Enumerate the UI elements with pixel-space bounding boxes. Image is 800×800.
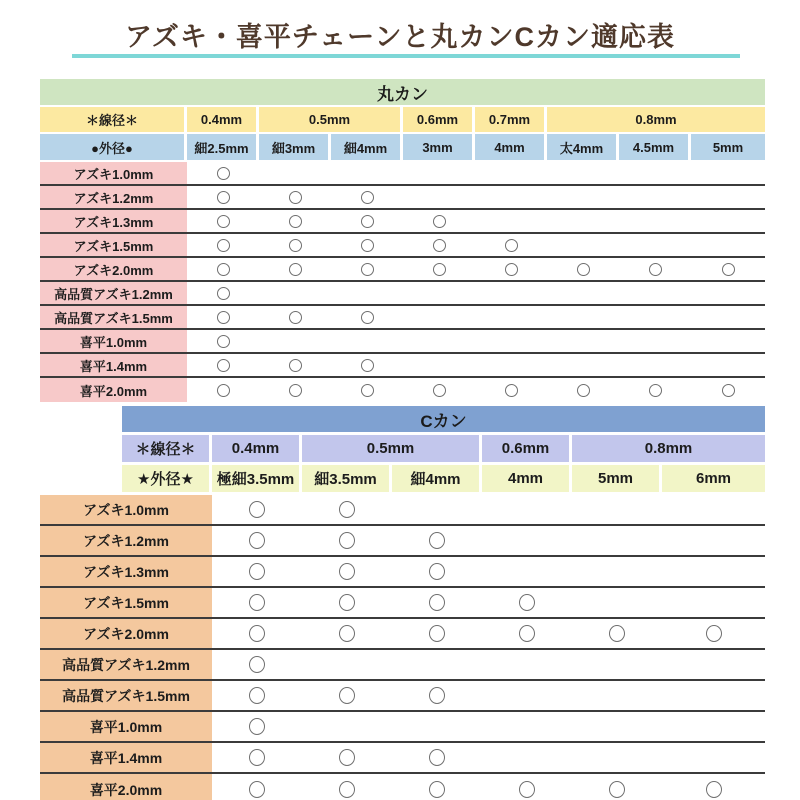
compatible-circle-mark [249, 625, 265, 642]
compatible-circle-mark [519, 781, 535, 798]
compatibility-cell [212, 619, 302, 648]
compatible-circle-mark [361, 239, 374, 252]
compatible-circle-mark [361, 384, 374, 397]
compatibility-cell [475, 162, 547, 184]
compatibility-cell [482, 588, 572, 617]
compatibility-cell [392, 495, 482, 524]
compatibility-cell [392, 743, 482, 772]
compatibility-cell [187, 354, 259, 376]
compatible-circle-mark [249, 594, 265, 611]
chain-type-label: アズキ1.5mm [40, 234, 187, 256]
compatibility-cell [475, 234, 547, 256]
compatibility-cell [302, 650, 392, 679]
compatibility-cell [691, 234, 765, 256]
chain-type-label: アズキ1.5mm [40, 588, 212, 617]
compatibility-cell [187, 234, 259, 256]
compatible-circle-mark [249, 532, 265, 549]
compatibility-cell [572, 557, 662, 586]
compatible-circle-mark [577, 384, 590, 397]
maru-kan-table-title: 丸カン [40, 79, 765, 105]
outer-diameter-value: 細3mm [259, 134, 331, 160]
compatibility-cell [572, 619, 662, 648]
compatibility-cell [403, 186, 475, 208]
compatibility-cell [212, 681, 302, 710]
compatible-circle-mark [217, 191, 230, 204]
compatible-circle-mark [249, 718, 265, 735]
compatible-circle-mark [505, 384, 518, 397]
compatible-circle-mark [217, 239, 230, 252]
compatibility-cell [482, 712, 572, 741]
compatible-circle-mark [361, 191, 374, 204]
c-kan-table [40, 406, 765, 800]
compatibility-cell [482, 774, 572, 800]
outer-diameter-value: 太4mm [547, 134, 619, 160]
table-row [40, 258, 765, 282]
outer-diameter-value: 細2.5mm [187, 134, 259, 160]
compatibility-cell [691, 162, 765, 184]
compatibility-cell [482, 681, 572, 710]
compatibility-cell [302, 743, 392, 772]
chain-type-label: 喜平1.0mm [40, 712, 212, 741]
compatibility-cell [475, 306, 547, 328]
compatible-circle-mark [339, 594, 355, 611]
table-row [40, 557, 765, 588]
compatibility-cell [691, 306, 765, 328]
chain-type-label: アズキ2.0mm [40, 258, 187, 280]
compatible-circle-mark [361, 311, 374, 324]
compatible-circle-mark [429, 781, 445, 798]
compatibility-cell [392, 650, 482, 679]
compatibility-cell [392, 681, 482, 710]
compatibility-cell [392, 557, 482, 586]
compatibility-cell [392, 588, 482, 617]
compatibility-cell [547, 162, 619, 184]
compatibility-cell [691, 378, 765, 402]
compatible-circle-mark [505, 263, 518, 276]
compatible-circle-mark [249, 749, 265, 766]
compatibility-cell [302, 619, 392, 648]
compatible-circle-mark [249, 501, 265, 518]
maru-kan-table [40, 79, 765, 402]
compatible-circle-mark [577, 263, 590, 276]
table-row [40, 378, 765, 402]
table-row [40, 619, 765, 650]
compatibility-cell [212, 712, 302, 741]
compatibility-cell [572, 588, 662, 617]
header-indent-spacer [40, 465, 122, 492]
compatibility-cell [475, 282, 547, 304]
compatibility-cell [259, 162, 331, 184]
table-row [40, 774, 765, 800]
table-row [40, 282, 765, 306]
compatibility-cell [547, 210, 619, 232]
compatible-circle-mark [429, 532, 445, 549]
compatibility-cell [475, 378, 547, 402]
compatibility-cell [547, 378, 619, 402]
outer-diameter-value: 6mm [662, 465, 765, 492]
wire-diameter-value: 0.8mm [547, 107, 765, 132]
c-kan-table-body [40, 495, 765, 800]
compatibility-cell [302, 588, 392, 617]
compatibility-cell [187, 210, 259, 232]
compatible-circle-mark [429, 687, 445, 704]
compatibility-cell [331, 210, 403, 232]
wire-diameter-value: 0.5mm [259, 107, 403, 132]
compatibility-cell [619, 282, 691, 304]
compatibility-cell [482, 495, 572, 524]
page-title: アズキ・喜平チェーンと丸カンCカン適応表 [124, 22, 676, 52]
chain-type-label: アズキ1.2mm [40, 186, 187, 208]
chain-type-label: 喜平2.0mm [40, 378, 187, 402]
compatible-circle-mark [429, 594, 445, 611]
compatibility-cell [259, 378, 331, 402]
compatibility-cell [619, 330, 691, 352]
compatibility-cell [259, 234, 331, 256]
compatibility-cell [619, 378, 691, 402]
compatibility-cell [212, 588, 302, 617]
compatibility-cell [331, 306, 403, 328]
wire-diameter-label: ＊線径＊ [122, 435, 212, 462]
chain-type-label: 喜平2.0mm [40, 774, 212, 800]
table-row [40, 650, 765, 681]
compatible-circle-mark [289, 311, 302, 324]
compatibility-cell [619, 210, 691, 232]
title-underline [72, 54, 740, 58]
compatibility-cell [475, 354, 547, 376]
maru-kan-wire-diameter-row [40, 107, 765, 132]
compatibility-cell [187, 378, 259, 402]
wire-diameter-value: 0.6mm [403, 107, 475, 132]
maru-kan-table-body [40, 162, 765, 402]
outer-diameter-value: 細4mm [331, 134, 403, 160]
compatibility-cell [212, 526, 302, 555]
compatibility-cell [475, 330, 547, 352]
compatible-circle-mark [339, 563, 355, 580]
table-row [40, 210, 765, 234]
outer-diameter-value: 5mm [691, 134, 765, 160]
compatibility-cell [403, 258, 475, 280]
outer-diameter-label: ★外径★ [122, 465, 212, 492]
compatible-circle-mark [289, 263, 302, 276]
outer-diameter-value: 極細3.5mm [212, 465, 302, 492]
table-row [40, 306, 765, 330]
compatibility-cell [572, 681, 662, 710]
compatibility-cell [212, 774, 302, 800]
chain-type-label: アズキ1.2mm [40, 526, 212, 555]
compatible-circle-mark [249, 656, 265, 673]
compatibility-cell [572, 650, 662, 679]
wire-diameter-value: 0.4mm [187, 107, 259, 132]
chain-type-label: 高品質アズキ1.5mm [40, 681, 212, 710]
compatibility-cell [662, 712, 765, 741]
compatibility-cell [572, 495, 662, 524]
compatible-circle-mark [217, 215, 230, 228]
chain-type-label: アズキ1.3mm [40, 210, 187, 232]
compatibility-cell [662, 650, 765, 679]
compatibility-cell [691, 186, 765, 208]
compatibility-cell [482, 743, 572, 772]
compatibility-cell [187, 162, 259, 184]
wire-diameter-value: 0.5mm [302, 435, 482, 462]
outer-diameter-value: 細4mm [392, 465, 482, 492]
table-row [40, 162, 765, 186]
compatibility-cell [691, 330, 765, 352]
compatibility-cell [691, 282, 765, 304]
compatible-circle-mark [649, 263, 662, 276]
compatible-circle-mark [217, 359, 230, 372]
table-row [40, 330, 765, 354]
compatibility-cell [392, 774, 482, 800]
outer-diameter-value: 4mm [475, 134, 547, 160]
header-indent-spacer [40, 435, 122, 462]
compatible-circle-mark [289, 239, 302, 252]
table-row [40, 186, 765, 210]
compatible-circle-mark [339, 532, 355, 549]
compatible-circle-mark [289, 384, 302, 397]
chain-type-label: 高品質アズキ1.2mm [40, 282, 187, 304]
compatibility-cell [259, 282, 331, 304]
compatibility-cell [403, 210, 475, 232]
compatible-circle-mark [339, 501, 355, 518]
compatibility-cell [547, 258, 619, 280]
compatibility-cell [547, 354, 619, 376]
compatible-circle-mark [519, 625, 535, 642]
outer-diameter-value: 3mm [403, 134, 475, 160]
compatible-circle-mark [361, 359, 374, 372]
compatibility-cell [187, 186, 259, 208]
compatibility-cell [212, 743, 302, 772]
compatibility-cell [259, 186, 331, 208]
chain-type-label: 喜平1.4mm [40, 743, 212, 772]
compatible-circle-mark [722, 263, 735, 276]
wire-diameter-value: 0.7mm [475, 107, 547, 132]
compatibility-cell [403, 282, 475, 304]
compatibility-cell [212, 650, 302, 679]
compatibility-cell [619, 162, 691, 184]
compatibility-cell [187, 282, 259, 304]
compatible-circle-mark [433, 384, 446, 397]
compatibility-cell [392, 712, 482, 741]
compatibility-cell [662, 743, 765, 772]
wire-diameter-label: ＊線径＊ [40, 107, 187, 132]
compatibility-cell [403, 234, 475, 256]
compatibility-cell [259, 210, 331, 232]
outer-diameter-value: 細3.5mm [302, 465, 392, 492]
compatibility-cell [662, 774, 765, 800]
compatibility-cell [572, 526, 662, 555]
compatible-circle-mark [289, 215, 302, 228]
compatibility-cell [475, 186, 547, 208]
compatibility-cell [331, 354, 403, 376]
compatibility-cell [302, 712, 392, 741]
compatibility-cell [331, 186, 403, 208]
table-row [40, 354, 765, 378]
compatible-circle-mark [649, 384, 662, 397]
compatible-circle-mark [519, 594, 535, 611]
compatibility-cell [331, 234, 403, 256]
compatibility-cell [403, 330, 475, 352]
compatibility-cell [547, 282, 619, 304]
compatibility-cell [302, 774, 392, 800]
compatibility-cell [482, 526, 572, 555]
compatible-circle-mark [217, 287, 230, 300]
table-row [40, 526, 765, 557]
compatible-circle-mark [722, 384, 735, 397]
compatible-circle-mark [429, 563, 445, 580]
compatibility-cell [331, 162, 403, 184]
compatibility-cell [547, 186, 619, 208]
table-row [40, 234, 765, 258]
compatible-circle-mark [217, 335, 230, 348]
compatibility-cell [482, 557, 572, 586]
compatibility-cell [619, 306, 691, 328]
compatibility-cell [475, 258, 547, 280]
outer-diameter-value: 5mm [572, 465, 662, 492]
c-kan-wire-diameter-row [40, 435, 765, 462]
wire-diameter-value: 0.4mm [212, 435, 302, 462]
compatible-circle-mark [249, 563, 265, 580]
compatible-circle-mark [433, 239, 446, 252]
chain-type-label: アズキ1.0mm [40, 162, 187, 184]
compatibility-cell [691, 258, 765, 280]
compatible-circle-mark [361, 215, 374, 228]
chain-type-label: アズキ1.0mm [40, 495, 212, 524]
compatibility-cell [662, 588, 765, 617]
wire-diameter-value: 0.8mm [572, 435, 765, 462]
compatibility-cell [403, 354, 475, 376]
compatibility-cell [482, 650, 572, 679]
compatible-circle-mark [609, 781, 625, 798]
wire-diameter-value: 0.6mm [482, 435, 572, 462]
compatible-circle-mark [289, 191, 302, 204]
chain-type-label: 喜平1.0mm [40, 330, 187, 352]
compatibility-cell [212, 557, 302, 586]
compatibility-cell [302, 557, 392, 586]
compatible-circle-mark [339, 625, 355, 642]
compatibility-cell [187, 330, 259, 352]
outer-diameter-label: ●外径● [40, 134, 187, 160]
compatibility-cell [259, 354, 331, 376]
outer-diameter-value: 4mm [482, 465, 572, 492]
compatibility-cell [619, 186, 691, 208]
compatibility-cell [547, 234, 619, 256]
compatible-circle-mark [249, 781, 265, 798]
compatible-circle-mark [217, 311, 230, 324]
table-row [40, 495, 765, 526]
table-row [40, 743, 765, 774]
chain-type-label: 高品質アズキ1.2mm [40, 650, 212, 679]
compatibility-cell [259, 306, 331, 328]
chain-type-label: 高品質アズキ1.5mm [40, 306, 187, 328]
compatible-circle-mark [706, 625, 722, 642]
compatibility-cell [619, 258, 691, 280]
compatible-circle-mark [706, 781, 722, 798]
compatibility-cell [662, 619, 765, 648]
chain-type-label: 喜平1.4mm [40, 354, 187, 376]
compatibility-cell [403, 162, 475, 184]
compatible-circle-mark [433, 215, 446, 228]
compatible-circle-mark [505, 239, 518, 252]
compatibility-cell [259, 258, 331, 280]
compatible-circle-mark [609, 625, 625, 642]
table-row [40, 681, 765, 712]
compatibility-cell [572, 774, 662, 800]
compatible-circle-mark [429, 625, 445, 642]
c-kan-table-title: Cカン [122, 406, 765, 432]
compatibility-cell [547, 306, 619, 328]
compatible-circle-mark [217, 384, 230, 397]
compatibility-cell [212, 495, 302, 524]
compatibility-cell [331, 378, 403, 402]
compatibility-cell [572, 743, 662, 772]
compatible-circle-mark [339, 687, 355, 704]
compatibility-cell [259, 330, 331, 352]
compatibility-cell [619, 354, 691, 376]
compatibility-cell [662, 557, 765, 586]
compatible-circle-mark [429, 749, 445, 766]
outer-diameter-value: 4.5mm [619, 134, 691, 160]
compatible-circle-mark [433, 263, 446, 276]
compatibility-cell [392, 526, 482, 555]
compatibility-cell [691, 354, 765, 376]
compatible-circle-mark [339, 749, 355, 766]
compatibility-cell [331, 282, 403, 304]
compatibility-cell [187, 258, 259, 280]
compatibility-cell [403, 306, 475, 328]
compatibility-cell [662, 526, 765, 555]
compatibility-cell [331, 330, 403, 352]
compatibility-cell [662, 495, 765, 524]
compatibility-cell [662, 681, 765, 710]
compatibility-cell [392, 619, 482, 648]
compatibility-cell [482, 619, 572, 648]
compatible-circle-mark [361, 263, 374, 276]
table-row [40, 588, 765, 619]
compatible-circle-mark [217, 263, 230, 276]
compatibility-cell [302, 681, 392, 710]
compatibility-cell [475, 210, 547, 232]
chain-type-label: アズキ2.0mm [40, 619, 212, 648]
c-kan-outer-diameter-row [40, 465, 765, 492]
compatibility-cell [403, 378, 475, 402]
compatibility-cell [187, 306, 259, 328]
compatibility-cell [547, 330, 619, 352]
compatibility-cell [331, 258, 403, 280]
compatibility-cell [302, 526, 392, 555]
compatibility-cell [302, 495, 392, 524]
chain-type-label: アズキ1.3mm [40, 557, 212, 586]
compatible-circle-mark [217, 167, 230, 180]
compatible-circle-mark [339, 781, 355, 798]
maru-kan-outer-diameter-row [40, 134, 765, 160]
compatibility-cell [572, 712, 662, 741]
compatibility-cell [691, 210, 765, 232]
compatible-circle-mark [289, 359, 302, 372]
compatible-circle-mark [249, 687, 265, 704]
table-row [40, 712, 765, 743]
compatibility-cell [619, 234, 691, 256]
